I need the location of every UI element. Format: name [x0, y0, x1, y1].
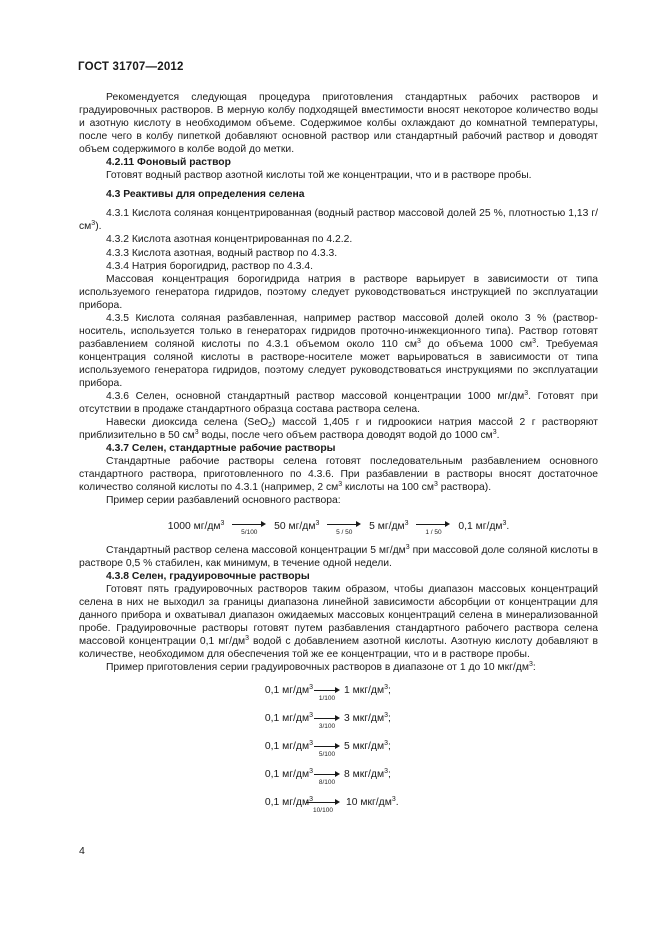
paragraph-4-3-3: 4.3.3 Кислота азотная, водный раствор по 4.3.3.: [106, 247, 338, 259]
arrow-icon: 8/100: [314, 769, 340, 781]
heading-4-3: 4.3 Реактивы для определения селена: [106, 189, 305, 201]
chain-conc-4: 0,1 $мг/дм^3$.: [458, 520, 510, 533]
heading-4-2-11: 4.2.11 Фоновый раствор: [106, 157, 231, 169]
calibration-row: 0,1 $мг/дм^3$ 1/100 1 мкг/$дм^3$;: [264, 683, 391, 702]
paragraph-4-3-7-example: Пример серии разбавлений основного раствора:: [106, 495, 341, 507]
paragraph-4-3-7: Стандартные рабочие растворы селена готовят последовательным разбавлением основного стандартного раствора, приготовленного по 4.3.6. При разбавлении в растворы вносят достаточное количество соляной кислоты по 4.3.1 (например, 2 $см^3$ кислоты на 100 $см^3$ раствора).: [79, 456, 598, 494]
heading-4-3-7: 4.3.7 Селен, стандартные рабочие растворы: [106, 443, 336, 455]
calibration-row: 0,1 $мг/дм^3$ 10/100 10 мкг/$дм^3$.: [264, 795, 399, 814]
dilution-chain: [79, 519, 598, 537]
paragraph-4-3-4: 4.3.4 Натрия борогидрид, раствор по 4.3.4.: [106, 260, 313, 272]
calibration-row: 0,1 $мг/дм^3$ 8/100 8 мкг/$дм^3$;: [264, 767, 391, 786]
paragraph-4-3-8-example: Пример приготовления серии градуировочных растворов в диапазоне от 1 до 10 мкг/$дм^3$:: [106, 660, 536, 673]
paragraph-4-3-4-note: Массовая концентрация борогидрида натрия в растворе варьирует в зависимости от типа используемого генератора гидридов, поэтому следует руководствоваться инструкцией по эксплуатации прибора.: [79, 273, 598, 311]
arrow-icon: 10/100: [306, 797, 340, 809]
page-content: [79, 91, 598, 824]
paragraph-4-2-11: Готовят водный раствор азотной кислоты той же концентрации, что и в растворе пробы.: [106, 170, 532, 182]
calibration-row: 0,1 $мг/дм^3$ 3/100 3 мкг/$дм^3$;: [264, 711, 391, 730]
paragraph-4-3-6-method: Навески диоксида селена (SeO$_2$) массой 1,405 г и гидроокиси натрия массой 2 г растворяют приблизительно в 50 $см^3$ воды, после чего объем раствора доводят водой до 1000 $см^3$.: [79, 417, 598, 442]
chain-conc-2: 50 $мг/дм^3$: [274, 520, 320, 533]
paragraph-4-3-8: Готовят пять градуировочных растворов таким образом, чтобы диапазон массовых концентраций селена в них не выходил за границы диапазона линейной зависимости абсорбции от концентрации для данного прибора и охватывал диапазон ожидаемых массовых концентраций селена в минерализованной пробе. Градуировочные растворы готовят путем разбавления стандартного рабочего раствора селена массовой концентрации 0,1 $мг/дм^3$ водой с добавлением азотной кислоты. Азотную кислоту добавляют в количестве, необходимом для обеспечения той же ее концентрации, что и в растворе пробы.: [79, 583, 598, 660]
paragraph-4-3-6: 4.3.6 Селен, основной стандартный раствор массовой концентрации 1000 $мг/дм^3$. Готовят при отсутствии в продаже стандартного образца состава раствора селена.: [79, 390, 598, 416]
arrow-icon: 5 / 50: [327, 519, 361, 531]
paragraph-4-3-7-stability: Стандартный раствор селена массовой концентрации 5 $мг/дм^3$ при массовой доле соляной кислоты в растворе 0,5 % стабилен, как минимум, в течение одной недели.: [79, 543, 598, 569]
paragraph-4-3-2: 4.3.2 Кислота азотная концентрированная по 4.2.2.: [106, 234, 353, 246]
standard-header: ГОСТ 31707—2012: [78, 61, 184, 73]
heading-4-3-8: 4.3.8 Селен, градуировочные растворы: [106, 570, 310, 582]
arrow-icon: 3/100: [314, 713, 340, 725]
paragraph-procedure: Рекомендуется следующая процедура приготовления стандартных рабочих растворов и градуировочных растворов. В мерную колбу подходящей вместимости вносят некоторое количество воды и азотную кислоту в необходимом объеме. Содержимое колбы охлаждают до комнатной температуры, после чего в колбу пипеткой добавляют основной раствор или стандартный рабочий раствор и доводят объем содержимого в колбе водой до метки.: [79, 92, 598, 156]
page-number: 4: [79, 845, 85, 857]
arrow-icon: 1 / 50: [416, 519, 450, 531]
paragraph-4-3-5: 4.3.5 Кислота соляная разбавленная, например раствор массовой долей около 3 % (раствор-носитель, используется только в генераторах гидридов проточно-инжекционного типа). Раствор готовят разбавлением соляной кислоты по 4.3.1 объемом около 110 $см^3$ до объема 1000 $см^3$. Требуемая концентрация соляной кислоты в растворе-носителе может варьироваться в зависимости от типа используемого генератора гидридов, поэтому следует руководствоваться инструкциями по эксплуатации прибора.: [79, 312, 598, 389]
paragraph-4-3-1: 4.3.1 Кислота соляная концентрированная (водный раствор массовой долей 25 %, плотностью 1,13 $г/см^3$).: [79, 208, 598, 233]
arrow-icon: 5/100: [232, 519, 266, 531]
calibration-row: 0,1 $мг/дм^3$ 5/100 5 мкг/$дм^3$;: [264, 739, 391, 758]
arrow-icon: 1/100: [314, 685, 340, 697]
arrow-icon: 5/100: [314, 741, 340, 753]
calibration-series: [79, 684, 598, 824]
chain-conc-3: 5 $мг/дм^3$: [369, 520, 409, 533]
chain-conc-1: 1000 $мг/дм^3$: [167, 520, 225, 533]
